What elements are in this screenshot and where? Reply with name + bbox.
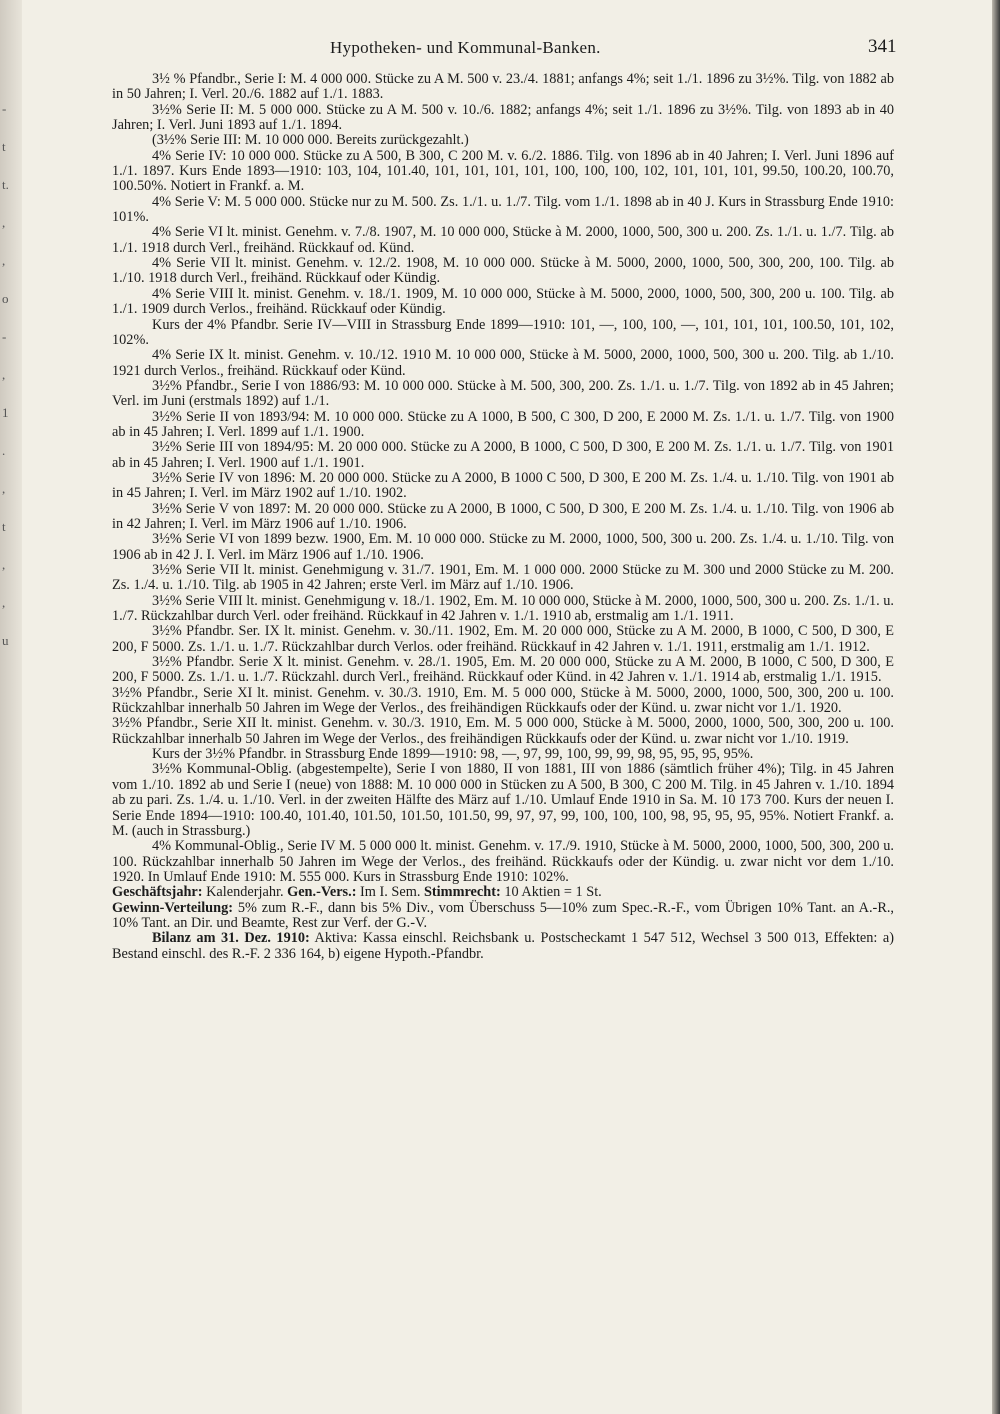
paragraph: (3½% Serie III: M. 10 000 000. Bereits zurückgezahlt.) [152, 132, 469, 149]
paragraph: 4% Serie VI lt. minist. Genehm. v. 7./8. 1907, M. 10 000 000, Stücke à M. 2000, 1000, 500, 300 u. 200. Zs. 1./1. u. 1./7. Tilg. ab 1./1. 1918 durch Verl., freihänd. Rückkauf od. Künd. [112, 224, 894, 256]
gen-vers-value: Im I. Sem. [360, 884, 421, 901]
margin-mark: u [2, 633, 9, 648]
margin-mark: . [2, 443, 6, 458]
gewinn-label: Gewinn-Verteilung: [112, 899, 233, 916]
paragraph: 3½% Pfandbr., Serie XII lt. minist. Genehm. v. 30./3. 1910, Em. M. 5 000 000, Stücke à M. 5000, 2000, 1000, 500, 300, 200 u. 100. Rückzahlbar innerhalb 50 Jahren im Wege der Verlos., des freihändigen Rückkaufs oder der Künd. u. zwar nicht vor 1./10. 1919. [112, 715, 894, 747]
paragraph: 4% Serie VIII lt. minist. Genehm. v. 18./1. 1909, M. 10 000 000, Stücke à M. 5000, 2000, 1000, 500, 300, 200 u. 100. Tilg. ab 1./1. 1909 durch Verlos., freihänd. Rückkauf oder Kündig. [112, 285, 894, 318]
paragraph: 4% Serie V: M. 5 000 000. Stücke nur zu M. 500. Zs. 1./1. u. 1./7. Tilg. vom 1./1. 1898 ab in 40 J. Kurs in Strassburg Ende 1910: 101%. [112, 193, 894, 226]
margin-mark: t. [2, 177, 9, 192]
paragraph: 3½% Serie VIII lt. minist. Genehmigung v. 18./1. 1902, Em. M. 10 000 000, Stücke à M. 2000, 1000, 500, 300 u. 200. Zs. 1./1. u. 1./7. Rückzahlbar durch Verl. oder freihänd. Rückkauf in 42 Jahren v. 1./1. 1910 ab, erstmalig am 1./1. 1911. [112, 592, 894, 625]
meta-line [112, 885, 894, 900]
paragraph: 3½% Pfandbr., Serie I von 1886/93: M. 10 000 000. Stücke à M. 500, 300, 200. Zs. 1./1. u. 1./7. Tilg. von 1892 ab in 45 Jahren; Verl. im Juni (erstmals 1892) auf 1./1. [112, 377, 894, 410]
margin-mark: , [2, 367, 6, 382]
bilanz-value: Aktiva: Kassa einschl. Reichsbank u. Postscheckamt 1 547 512, Wechsel 3 500 013, Effekten: a) Bestand einschl. des R.-F. 2 336 164, b) eigene Hypoth.-Pfandbr. [112, 930, 894, 962]
paragraph: 3½% Serie IV von 1896: M. 20 000 000. Stücke zu A 2000, B 1000 C 500, D 300, E 200 M. Zs. 1./4. u. 1./10. Tilg. von 1901 ab in 45 Jahren; I. Verl. im März 1902 auf 1./10. 1902. [112, 469, 894, 502]
margin-mark: o [2, 291, 9, 306]
stimmrecht-label: Stimmrecht: [423, 884, 501, 901]
stimmrecht-value: 10 Aktien = 1 St. [504, 884, 602, 901]
paragraph: 3½% Pfandbr., Serie XI lt. minist. Genehm. v. 30./3. 1910, Em. M. 5 000 000, Stücke à M. 5000, 2000, 1000, 500, 300, 200 u. 100. Rückzahlbar innerhalb 50 Jahren im Wege der Verlos., des freihändigen Rückkaufs oder der Künd. u. zwar nicht vor 1./1. 1920. [112, 684, 894, 717]
paragraph: 4% Serie IV: 10 000 000. Stücke zu A 500, B 300, C 200 M. v. 6./2. 1886. Tilg. von 1896 ab in 40 Jahren; I. Verl. Juni 1896 auf 1./1. 1897. Kurs Ende 1893—1910: 103, 104, 101.40, 101, 101, 101, 101, 100, 100, 100, 102, 101, 101, 101, 99.50, 100.20, 100.70, 100.50%. Notiert in Frankf. a. M. [112, 147, 894, 195]
geschaeftsjahr-value: Kalenderjahr. [206, 884, 284, 901]
margin-mark: t [2, 519, 6, 534]
page-number: 341 [868, 36, 897, 57]
margin-mark: - [2, 329, 7, 344]
bilanz [112, 931, 894, 962]
margin-mark: , [2, 215, 6, 230]
geschaeftsjahr-label: Geschäftsjahr: [112, 884, 203, 901]
margin-mark: t [2, 139, 6, 154]
margin-mark: , [2, 481, 6, 496]
paragraph: 3½% Serie V von 1897: M. 20 000 000. Stücke zu A 2000, B 1000, C 500, D 300, E 200 M. Zs. 1./4. u. 1./10. Tilg. von 1906 ab in 42 Jahren; I. Verl. im März 1906 auf 1./10. 1906. [112, 500, 894, 532]
page-edge-right [992, 0, 1000, 1414]
paragraph: 3½% Serie II: M. 5 000 000. Stücke zu A M. 500 v. 10./6. 1882; anfangs 4%; seit 1./1. 1896 zu 3½%. Tilg. von 1893 ab in 40 Jahren; I. Verl. Juni 1893 auf 1./1. 1894. [112, 101, 894, 134]
paragraph: 3½% Pfandbr. Serie X lt. minist. Genehm. v. 28./1. 1905, Em. M. 20 000 000, Stücke zu A M. 2000, B 1000, C 500, D 300, E 200, F 5000. Zs. 1./1. u. 1./7. Rückzahl. durch Verl., freihänd. Rückkauf oder Künd. in 42 Jahren v. 1./1. 1914 ab, erstmalig 1./1. 1915. [112, 654, 894, 686]
paragraph: 3½% Serie VII lt. minist. Genehmigung v. 31./7. 1901, Em. M. 1 000 000. 2000 Stücke zu M. 300 und 2000 Stücke zu M. 200. Zs. 1./4. u. 1./10. Tilg. ab 1905 in 42 Jahren; erste Verl. im März auf 1./10. 1906. [112, 562, 894, 594]
paragraph: 3½ % Pfandbr., Serie I: M. 4 000 000. Stücke zu A M. 500 v. 23./4. 1881; anfangs 4%; seit 1./1. 1896 zu 3½%. Tilg. von 1882 ab in 50 Jahren; I. Verl. 20./6. 1882 auf 1./1. 1883. [112, 71, 894, 103]
margin-mark: 1 [2, 405, 9, 420]
paragraph: 3½% Kommunal-Oblig. (abgestempelte), Serie I von 1880, II von 1881, III von 1886 (sämtlich früher 4%); Tilg. in 45 Jahren vom 1./10. 1892 ab und Serie I (neue) von 1888: M. 10 000 000 in Stücken zu A 500, B 300, C 200 M. Tilg. in 45 Jahren v. 1./10. 1894 ab zu pari. Zs. 1./4. u. 1./10. Verl. in der zweiten Hälfte des März auf 1./10. Umlauf Ende 1910 in Sa. M. 10 173 700. Kurs der neuen I. Serie Ende 1894—1910: 100.40, 101.40, 101.50, 101.50, 101.50, 99, 97, 97, 99, 100, 100, 100, 98, 95, 95, 95, 95%. Notiert Frankf. a. M. (auch in Strassburg.) [112, 761, 894, 839]
margin-mark: , [2, 557, 6, 572]
paragraph: 4% Serie VII lt. minist. Genehm. v. 12./2. 1908, M. 10 000 000. Stücke à M. 5000, 2000, 1000, 500, 300, 200, 100. Tilg. ab 1./10. 1918 durch Verl., freihänd. Rückkauf oder Kündig. [112, 255, 894, 287]
paragraph: 3½% Serie II von 1893/94: M. 10 000 000. Stücke zu A 1000, B 500, C 300, D 200, E 2000 M. Zs. 1./1. u. 1./7. Tilg. von 1900 ab in 45 Jahren; I. Verl. 1899 auf 1./1. 1900. [112, 408, 894, 440]
paragraph: 4% Kommunal-Oblig., Serie IV M. 5 000 000 lt. minist. Genehm. v. 17./9. 1910, Stücke à M. 5000, 2000, 1000, 500, 300, 200 u. 100. Rückzahlbar innerhalb 50 Jahren im Wege der Verlos., des freihänd. Rückkaufs oder der Kündig. u. zwar nicht vor dem 1./10. 1920. In Umlauf Ende 1910: M. 555 000. Kurs in Strassburg Ende 1910: 102%. [112, 838, 894, 885]
gewinn-value: 5% zum R.-F., dann bis 5% Div., vom Überschuss 5—10% zum Spec.-R.-F., vom Übrigen 10% Tant. an A.-R., 10% Tant. an Dir. und Beamte, Rest zur Verf. der G.-V. [112, 899, 894, 931]
paragraph: 3½% Serie VI von 1899 bezw. 1900, Em. M. 10 000 000. Stücke zu M. 2000, 1000, 500, 300 u. 200. Zs. 1./4. u. 1./10. Tilg. von 1906 ab in 42 J. I. Verl. im März 1906 auf 1./10. 1906. [112, 531, 894, 563]
gen-vers-label: Gen.-Vers.: [287, 884, 357, 901]
bilanz-label: Bilanz am 31. Dez. 1910: [152, 930, 310, 947]
paragraph: Kurs der 3½% Pfandbr. in Strassburg Ende 1899—1910: 98, —, 97, 99, 100, 99, 99, 98, 95, 95, 95, 95%. [152, 746, 754, 763]
paragraph: 3½% Serie III von 1894/95: M. 20 000 000. Stücke zu A 2000, B 1000, C 500, D 300, E 200 M. Zs. 1./1. u. 1./7. Tilg. von 1901 ab in 45 Jahren; I. Verl. 1900 auf 1./1. 1901. [112, 439, 894, 471]
paragraph: Kurs der 4% Pfandbr. Serie IV—VIII in Strassburg Ende 1899—1910: 101, —, 100, 100, —, 101, 101, 101, 100.50, 101, 102, 102%. [112, 316, 894, 348]
page-title: Hypotheken- und Kommunal-Banken. [330, 38, 601, 57]
paragraph: 3½% Pfandbr. Ser. IX lt. minist. Genehm. v. 30./11. 1902, Em. M. 20 000 000, Stücke zu A M. 2000, B 1000, C 500, D 300, E 200, F 5000. Zs. 1./1. u. 1./7. Rückzahlbar durch Verlos. oder freihänd. Rückkauf in 42 Jahren v. 1./1. 1911, erstmalig am 1./1. 1912. [112, 623, 894, 655]
gewinn-verteilung [112, 901, 894, 932]
margin-mark: - [2, 101, 7, 116]
margin-mark: , [2, 595, 6, 610]
margin-mark: , [2, 253, 6, 268]
paragraph: 4% Serie IX lt. minist. Genehm. v. 10./12. 1910 M. 10 000 000, Stücke à M. 5000, 2000, 1000, 500, 300 u. 200. Tilg. ab 1./10. 1921 durch Verlos., freihänd. Rückkauf oder Künd. [112, 347, 894, 379]
document-body [112, 72, 894, 962]
margin-marks [2, 90, 16, 660]
